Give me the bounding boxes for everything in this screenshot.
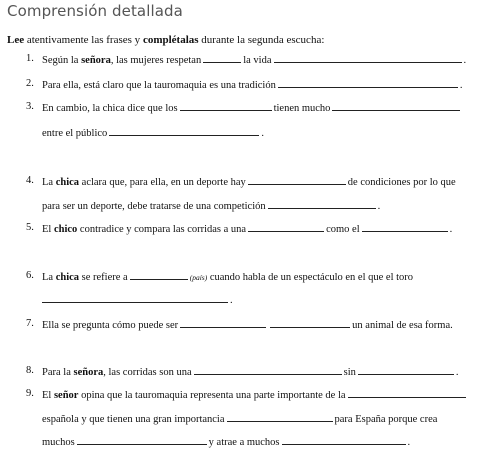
text: cuando habla de un espectáculo en el que el toro — [207, 272, 414, 283]
text: La — [42, 177, 56, 188]
item-number-7: 7. — [26, 318, 34, 329]
blank-3a[interactable] — [180, 100, 272, 111]
text: , las mujeres respetan — [110, 55, 202, 66]
text: la vida — [243, 55, 272, 66]
item-number-2: 2. — [26, 78, 34, 89]
text: . — [377, 201, 381, 212]
instr-completalas: complétalas — [142, 34, 199, 46]
blank-2a[interactable] — [278, 77, 458, 88]
text: . — [261, 128, 264, 139]
item-number-3: 3. — [26, 101, 34, 112]
text: La — [42, 272, 56, 283]
text: . — [463, 55, 467, 66]
text: tienen mucho — [273, 103, 331, 114]
blank-1b[interactable] — [274, 52, 462, 63]
text: un animal de esa forma. — [352, 320, 453, 331]
text: . — [455, 367, 459, 378]
text-bold: señora — [81, 55, 111, 66]
text: de condiciones por lo que — [347, 177, 456, 188]
blank-5a[interactable] — [248, 221, 324, 232]
text-bold: chico — [53, 224, 78, 235]
text: contradice y compara las corridas a una — [77, 224, 247, 235]
instr-text-1: atentivamente las frases y — [24, 34, 143, 46]
item-6-line-1 — [42, 269, 413, 285]
item-8 — [42, 364, 459, 380]
blank-4b[interactable] — [268, 198, 376, 209]
blank-5b[interactable] — [362, 221, 448, 232]
text: se refiere a — [79, 272, 128, 283]
text: Según la — [42, 55, 82, 66]
text: para ser un deporte, debe tratarse de una competición — [42, 201, 266, 212]
text: El — [42, 224, 54, 235]
item-number-8: 8. — [26, 365, 34, 376]
blank-9a[interactable] — [348, 387, 466, 398]
text-bold: señor — [53, 390, 79, 401]
text: española y que tienen una gran importancia — [42, 414, 225, 425]
page-title: Comprensión detallada — [7, 2, 183, 20]
blank-3b[interactable] — [332, 100, 460, 111]
text: para España porque crea — [334, 414, 438, 425]
text: muchos — [42, 437, 75, 448]
item-9-line-3 — [42, 434, 410, 450]
blank-3c[interactable] — [109, 125, 259, 136]
instr-lee: Lee — [7, 34, 25, 46]
item-5 — [42, 221, 452, 237]
blank-6a[interactable] — [130, 269, 188, 280]
item-number-9: 9. — [26, 388, 34, 399]
item-number-6: 6. — [26, 270, 34, 281]
instructions — [7, 34, 324, 46]
instr-text-2: durante la segunda escucha: — [198, 34, 325, 46]
text: entre el público — [42, 128, 108, 139]
text: Para ella, está claro que la tauromaquia es una tradición — [42, 80, 276, 91]
item-number-1: 1. — [26, 53, 34, 64]
item-6-line-2 — [42, 292, 233, 308]
item-7 — [42, 317, 453, 333]
text-bold: chica — [55, 177, 80, 188]
text: Ella se pregunta cómo puede ser — [42, 320, 179, 331]
blank-9c[interactable] — [77, 434, 207, 445]
text: opina que la tauromaquia representa una parte importante de la — [78, 390, 346, 401]
blank-7b[interactable] — [270, 317, 350, 328]
text: . — [459, 80, 463, 91]
item-number-5: 5. — [26, 222, 34, 233]
item-4-line-2 — [42, 198, 380, 214]
text: . — [230, 295, 233, 306]
item-4-line-1 — [42, 174, 456, 190]
text: , las corridas son una — [103, 367, 192, 378]
text: El — [42, 390, 54, 401]
item-9-line-2 — [42, 411, 437, 427]
text: como el — [326, 224, 360, 235]
item-number-4: 4. — [26, 175, 34, 186]
text: aclara que, para ella, en un deporte hay — [79, 177, 246, 188]
blank-7a[interactable] — [180, 317, 266, 328]
item-3-line-1 — [42, 100, 462, 116]
text-small: (país) — [189, 273, 208, 282]
text-bold: chica — [55, 272, 80, 283]
item-9-line-1 — [42, 387, 468, 403]
text: y atrae a muchos — [208, 437, 280, 448]
text-bold: señora — [73, 367, 104, 378]
item-1 — [42, 52, 466, 68]
text: . — [407, 437, 411, 448]
blank-9b[interactable] — [227, 411, 333, 422]
blank-8b[interactable] — [358, 364, 454, 375]
item-2 — [42, 77, 462, 93]
text: Para la — [42, 367, 74, 378]
blank-1a[interactable] — [203, 52, 241, 63]
text: En cambio, la chica dice que los — [42, 103, 178, 114]
blank-9d[interactable] — [282, 434, 406, 445]
item-3-line-2 — [42, 125, 264, 141]
blank-4a[interactable] — [248, 174, 346, 185]
blank-6b[interactable] — [42, 292, 228, 303]
blank-8a[interactable] — [194, 364, 342, 375]
text: sin — [343, 367, 356, 378]
text: . — [449, 224, 453, 235]
